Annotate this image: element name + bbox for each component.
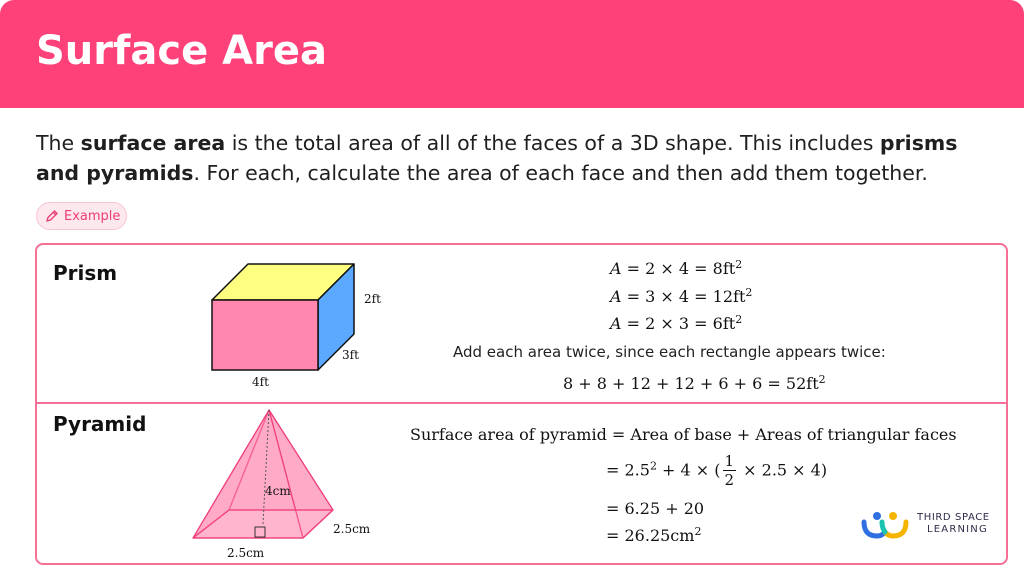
fraction-numerator: 1 bbox=[724, 452, 735, 470]
intro-paragraph bbox=[36, 128, 996, 188]
prism-label: Prism bbox=[53, 261, 118, 285]
pyramid-figure bbox=[185, 406, 385, 566]
prism-front-face bbox=[212, 300, 318, 370]
pyramid-step-1 bbox=[606, 454, 827, 488]
logo-wordmark bbox=[917, 512, 990, 536]
pyramid-side-label: 2.5cm bbox=[333, 522, 371, 536]
prism-height-label: 2ft bbox=[364, 292, 381, 306]
prism-sum-equation bbox=[563, 374, 826, 393]
result-text: = 26.25cm bbox=[606, 526, 695, 545]
prism-equation-3 bbox=[610, 314, 742, 333]
pyramid-label: Pyramid bbox=[53, 412, 147, 436]
example-badge[interactable] bbox=[36, 202, 127, 230]
step1-c: × 2.5 × 4) bbox=[738, 460, 828, 480]
pyramid-formula: Surface area of pyramid = Area of base + Areas of triangular faces bbox=[410, 425, 957, 444]
example-label: Example bbox=[64, 208, 121, 224]
step1-a-exp: 2 bbox=[649, 459, 657, 473]
pencil-icon bbox=[45, 209, 59, 223]
eq1-lhs: A bbox=[610, 259, 622, 278]
eq3-lhs: A bbox=[610, 314, 622, 333]
eq3-exp: 2 bbox=[735, 313, 743, 326]
intro-bold-prisms-pyramids: prisms and pyramids bbox=[36, 131, 958, 185]
intro-bold-surface-area: surface area bbox=[80, 131, 226, 155]
prism-note: Add each area twice, since each rectangle appears twice: bbox=[453, 343, 886, 361]
pyramid-height-label: 4cm bbox=[265, 484, 291, 498]
eq2-rhs: = 3 × 4 = 12ft bbox=[626, 287, 746, 306]
result-exp: 2 bbox=[694, 525, 702, 538]
prism-equation-1 bbox=[610, 259, 742, 278]
intro-text-3: . For each, calculate the area of each face and then add them together. bbox=[193, 161, 928, 185]
sum-exp: 2 bbox=[818, 373, 826, 386]
logo-line-2: LEARNING bbox=[927, 524, 988, 535]
one-half-fraction bbox=[723, 454, 737, 488]
sum-text: 8 + 8 + 12 + 12 + 6 + 6 = 52ft bbox=[563, 374, 819, 393]
fraction-denominator: 2 bbox=[724, 471, 735, 489]
prism-figure bbox=[200, 258, 400, 393]
pyramid-front-label: 2.5cm bbox=[227, 546, 265, 560]
logo-line-1: THIRD SPACE bbox=[917, 512, 990, 523]
eq1-rhs: = 2 × 4 = 8ft bbox=[626, 259, 736, 278]
intro-text-2: is the total area of all of the faces of a 3D shape. This includes bbox=[225, 131, 880, 155]
row-divider bbox=[35, 402, 1008, 404]
step1-b: + 4 × ( bbox=[656, 460, 721, 480]
prism-equation-2 bbox=[610, 287, 752, 306]
step1-a: = 2.5 bbox=[606, 460, 650, 480]
intro-text-1: The bbox=[36, 131, 81, 155]
pyramid-result bbox=[606, 526, 701, 545]
eq2-lhs: A bbox=[610, 287, 622, 306]
eq2-exp: 2 bbox=[745, 286, 753, 299]
header-banner bbox=[0, 0, 1024, 108]
eq1-exp: 2 bbox=[735, 258, 743, 271]
page-title: Surface Area bbox=[36, 28, 327, 74]
eq3-rhs: = 2 × 3 = 6ft bbox=[626, 314, 736, 333]
pyramid-step-2: = 6.25 + 20 bbox=[606, 499, 705, 518]
prism-depth-label: 3ft bbox=[342, 348, 359, 362]
prism-width-label: 4ft bbox=[252, 375, 269, 389]
